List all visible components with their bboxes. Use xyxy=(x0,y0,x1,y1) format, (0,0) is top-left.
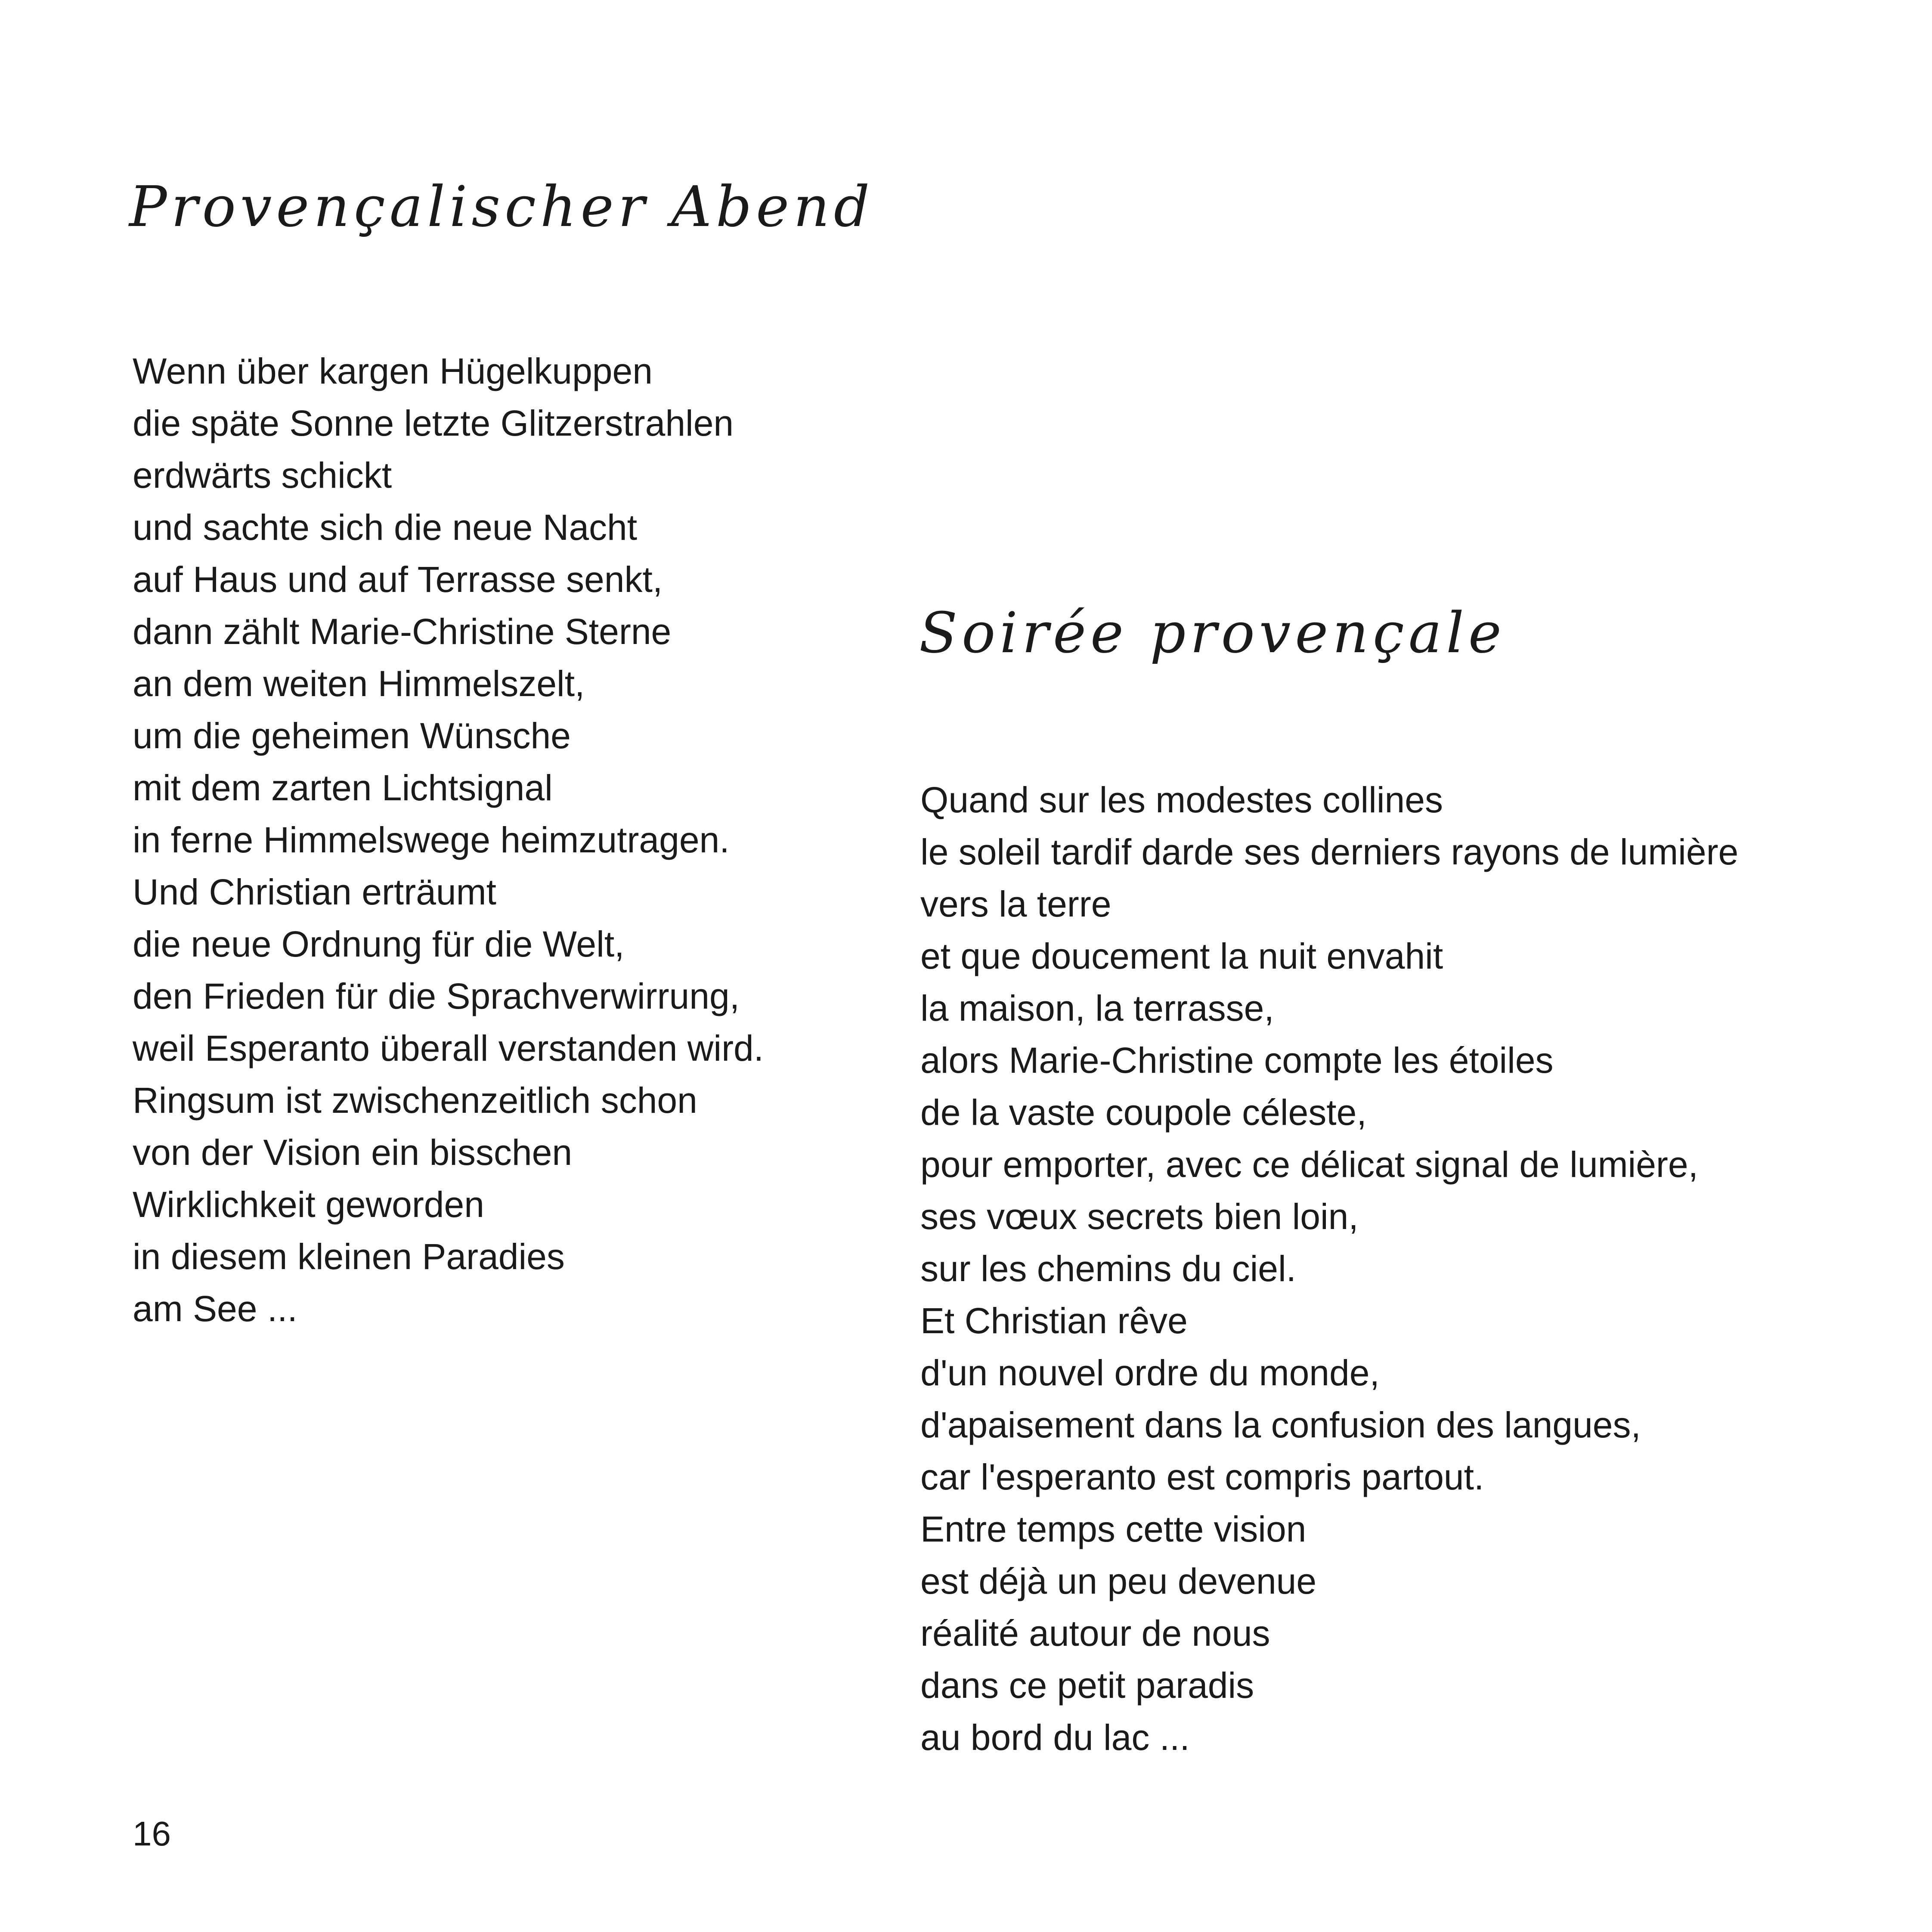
page-number: 16 xyxy=(133,1814,171,1853)
poem-line: pour emporter, avec ce délicat signal de lumière, xyxy=(920,1144,1698,1185)
poem-line: sur les chemins du ciel. xyxy=(920,1248,1297,1289)
poem-line: vers la terre xyxy=(920,884,1112,924)
poem-line: erdwärts schickt xyxy=(133,455,392,495)
poem-line: die neue Ordnung für die Welt, xyxy=(133,924,625,964)
poem-line: alors Marie-Christine compte les étoiles xyxy=(920,1040,1554,1081)
poem-line: dann zählt Marie-Christine Sterne xyxy=(133,611,672,652)
poem-line: d'apaisement dans la confusion des langues, xyxy=(920,1405,1641,1445)
poem-line: car l'esperanto est compris partout. xyxy=(920,1457,1484,1497)
poem-line: le soleil tardif darde ses derniers rayons de lumière xyxy=(920,832,1739,872)
poem-line: Ringsum ist zwischenzeitlich schon xyxy=(133,1080,697,1121)
poem-line: in ferne Himmelswege heimzutragen. xyxy=(133,820,730,860)
poem-line: die späte Sonne letzte Glitzerstrahlen xyxy=(133,403,734,443)
poem-title-french: Soirée provençale xyxy=(919,600,1506,666)
poem-body-french xyxy=(920,774,1738,1764)
poem-line: et que doucement la nuit envahit xyxy=(920,936,1443,976)
poem-title-german: Provençalischer Abend xyxy=(129,174,874,239)
poem-line: Quand sur les modestes collines xyxy=(920,780,1443,820)
poem-line: Entre temps cette vision xyxy=(920,1509,1307,1549)
poem-line: an dem weiten Himmelszelt, xyxy=(133,663,585,704)
poem-line: auf Haus und auf Terrasse senkt, xyxy=(133,559,663,600)
poem-line: est déjà un peu devenue xyxy=(920,1561,1317,1601)
poem-line: Wirklichkeit geworden xyxy=(133,1184,484,1225)
poem-line: au bord du lac ... xyxy=(920,1717,1190,1758)
poem-line: réalité autour de nous xyxy=(920,1613,1270,1653)
poem-line: de la vaste coupole céleste, xyxy=(920,1092,1367,1133)
poem-line: ses vœux secrets bien loin, xyxy=(920,1196,1359,1237)
poem-line: mit dem zarten Lichtsignal xyxy=(133,768,553,808)
poem-line: dans ce petit paradis xyxy=(920,1665,1254,1706)
poem-line: von der Vision ein bisschen xyxy=(133,1132,573,1173)
poem-line: Und Christian erträumt xyxy=(133,872,496,912)
poem-line: um die geheimen Wünsche xyxy=(133,715,571,756)
poem-line: Et Christian rêve xyxy=(920,1300,1188,1341)
poem-line: weil Esperanto überall verstanden wird. xyxy=(133,1028,764,1068)
poem-line: am See ... xyxy=(133,1288,297,1329)
poem-line: in diesem kleinen Paradies xyxy=(133,1236,565,1277)
poem-line: d'un nouvel ordre du monde, xyxy=(920,1353,1380,1393)
poem-line: und sachte sich die neue Nacht xyxy=(133,507,638,548)
poem-line: den Frieden für die Sprachverwirrung, xyxy=(133,976,740,1016)
poem-line: Wenn über kargen Hügelkuppen xyxy=(133,351,653,391)
poem-line: la maison, la terrasse, xyxy=(920,988,1274,1028)
poem-body-german xyxy=(133,345,764,1335)
